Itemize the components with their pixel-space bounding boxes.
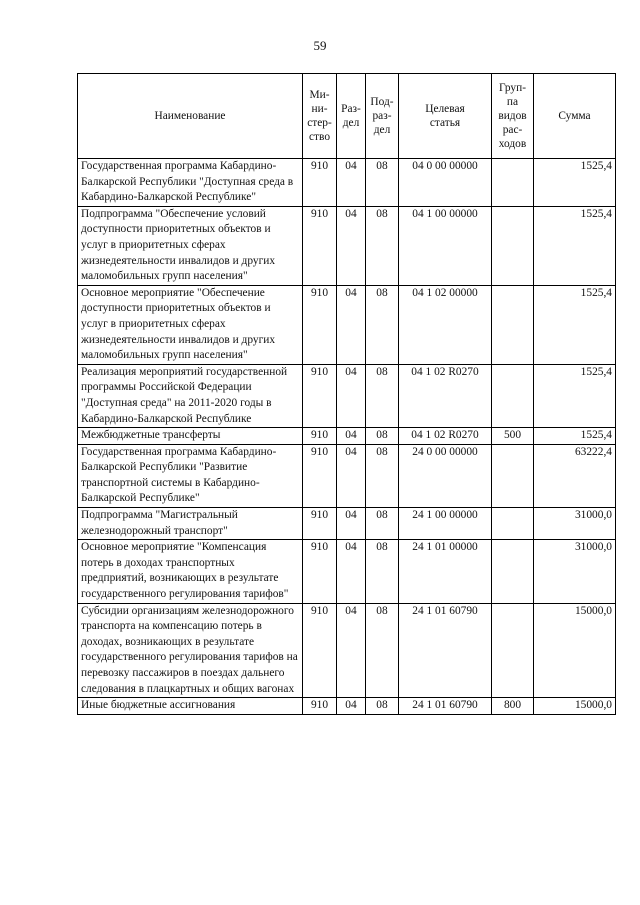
budget-table [77, 73, 616, 715]
table-body [78, 159, 616, 715]
header-podrazdel [366, 74, 399, 159]
table-row [78, 444, 616, 507]
cell-target: 04 1 02 00000 [399, 285, 492, 364]
table-row [78, 508, 616, 540]
cell-target: 24 1 01 60790 [399, 603, 492, 698]
cell-ministry: 910 [303, 540, 337, 603]
cell-name: Подпрограмма "Обеспечение условий доступности приоритетных объектов и услуг в приоритетных сферах жизнедеятельности инвалидов и других маломобильных групп населения" [78, 206, 303, 285]
cell-target: 04 0 00 00000 [399, 159, 492, 207]
table-row [78, 285, 616, 364]
header-razdel-label: Раз- дел [341, 103, 361, 129]
cell-razdel: 04 [337, 603, 366, 698]
cell-razdel: 04 [337, 364, 366, 427]
cell-podrazdel: 08 [366, 540, 399, 603]
cell-razdel: 04 [337, 428, 366, 445]
cell-ministry: 910 [303, 285, 337, 364]
cell-sum: 1525,4 [534, 285, 616, 364]
header-row [78, 74, 616, 159]
cell-group [492, 159, 534, 207]
cell-name: Основное мероприятие "Обеспечение доступности приоритетных объектов и услуг в приоритетных сферах жизнедеятельности инвалидов и других маломобильных групп населения" [78, 285, 303, 364]
cell-ministry: 910 [303, 364, 337, 427]
cell-target: 24 1 00 00000 [399, 508, 492, 540]
cell-sum: 1525,4 [534, 428, 616, 445]
table-row [78, 364, 616, 427]
cell-name: Подпрограмма "Магистральный железнодорожный транспорт" [78, 508, 303, 540]
cell-ministry: 910 [303, 508, 337, 540]
cell-razdel: 04 [337, 508, 366, 540]
table-row [78, 206, 616, 285]
page-number: 59 [313, 38, 327, 53]
header-name-label: Наименование [154, 110, 226, 122]
table-row [78, 159, 616, 207]
cell-group [492, 444, 534, 507]
cell-sum: 15000,0 [534, 698, 616, 715]
cell-target: 04 1 02 R0270 [399, 364, 492, 427]
cell-podrazdel: 08 [366, 603, 399, 698]
cell-name: Государственная программа Кабардино-Балкарской Республики "Развитие транспортной системы в Кабардино-Балкарской Республике" [78, 444, 303, 507]
cell-name: Государственная программа Кабардино-Балкарской Республики "Доступная среда в Кабардино-Балкарской Республике" [78, 159, 303, 207]
cell-target: 24 0 00 00000 [399, 444, 492, 507]
table-row [78, 540, 616, 603]
cell-group [492, 285, 534, 364]
header-group [492, 74, 534, 159]
cell-podrazdel: 08 [366, 159, 399, 207]
cell-sum: 1525,4 [534, 206, 616, 285]
cell-group [492, 540, 534, 603]
cell-name: Основное мероприятие "Компенсация потерь в доходах транспортных предприятий, возникающих в результате государственного регулирования тарифов" [78, 540, 303, 603]
cell-group [492, 603, 534, 698]
cell-podrazdel: 08 [366, 698, 399, 715]
cell-ministry: 910 [303, 444, 337, 507]
cell-razdel: 04 [337, 159, 366, 207]
cell-ministry: 910 [303, 603, 337, 698]
cell-sum: 31000,0 [534, 540, 616, 603]
cell-sum: 15000,0 [534, 603, 616, 698]
cell-target: 24 1 01 60790 [399, 698, 492, 715]
cell-razdel: 04 [337, 206, 366, 285]
cell-group [492, 364, 534, 427]
cell-ministry: 910 [303, 206, 337, 285]
cell-razdel: 04 [337, 698, 366, 715]
cell-target: 04 1 00 00000 [399, 206, 492, 285]
table-header [78, 74, 616, 159]
cell-target: 04 1 02 R0270 [399, 428, 492, 445]
cell-group: 500 [492, 428, 534, 445]
cell-group [492, 508, 534, 540]
cell-razdel: 04 [337, 444, 366, 507]
header-ministry-label: Ми- ни- стер- ство [307, 89, 332, 143]
cell-razdel: 04 [337, 540, 366, 603]
cell-group [492, 206, 534, 285]
cell-sum: 1525,4 [534, 159, 616, 207]
cell-sum: 31000,0 [534, 508, 616, 540]
header-target-label: Целевая статья [425, 103, 465, 129]
cell-ministry: 910 [303, 698, 337, 715]
cell-ministry: 910 [303, 428, 337, 445]
cell-name: Реализация мероприятий государственной программы Российской Федерации "Доступная среда" на 2011-2020 годы в Кабардино-Балкарской Республике [78, 364, 303, 427]
header-podrazdel-label: Под- раз- дел [370, 96, 394, 136]
header-name [78, 74, 303, 159]
cell-ministry: 910 [303, 159, 337, 207]
cell-podrazdel: 08 [366, 508, 399, 540]
header-sum-label: Сумма [558, 110, 591, 122]
cell-sum: 63222,4 [534, 444, 616, 507]
cell-podrazdel: 08 [366, 428, 399, 445]
cell-podrazdel: 08 [366, 364, 399, 427]
cell-target: 24 1 01 00000 [399, 540, 492, 603]
cell-podrazdel: 08 [366, 444, 399, 507]
cell-name: Иные бюджетные ассигнования [78, 698, 303, 715]
cell-name: Субсидии организациям железнодорожного транспорта на компенсацию потерь в доходах, возникающих в результате государственного регулирования тарифов на перевозку пассажиров в поездах дальнего следования в плацкартных и общих вагонах [78, 603, 303, 698]
table-row [78, 698, 616, 715]
cell-podrazdel: 08 [366, 285, 399, 364]
cell-podrazdel: 08 [366, 206, 399, 285]
table-row [78, 603, 616, 698]
table-row [78, 428, 616, 445]
header-sum [534, 74, 616, 159]
cell-group: 800 [492, 698, 534, 715]
header-razdel [337, 74, 366, 159]
cell-sum: 1525,4 [534, 364, 616, 427]
header-group-label: Груп- па видов рас- ходов [498, 82, 527, 150]
header-ministry [303, 74, 337, 159]
cell-name: Межбюджетные трансферты [78, 428, 303, 445]
header-target [399, 74, 492, 159]
cell-razdel: 04 [337, 285, 366, 364]
